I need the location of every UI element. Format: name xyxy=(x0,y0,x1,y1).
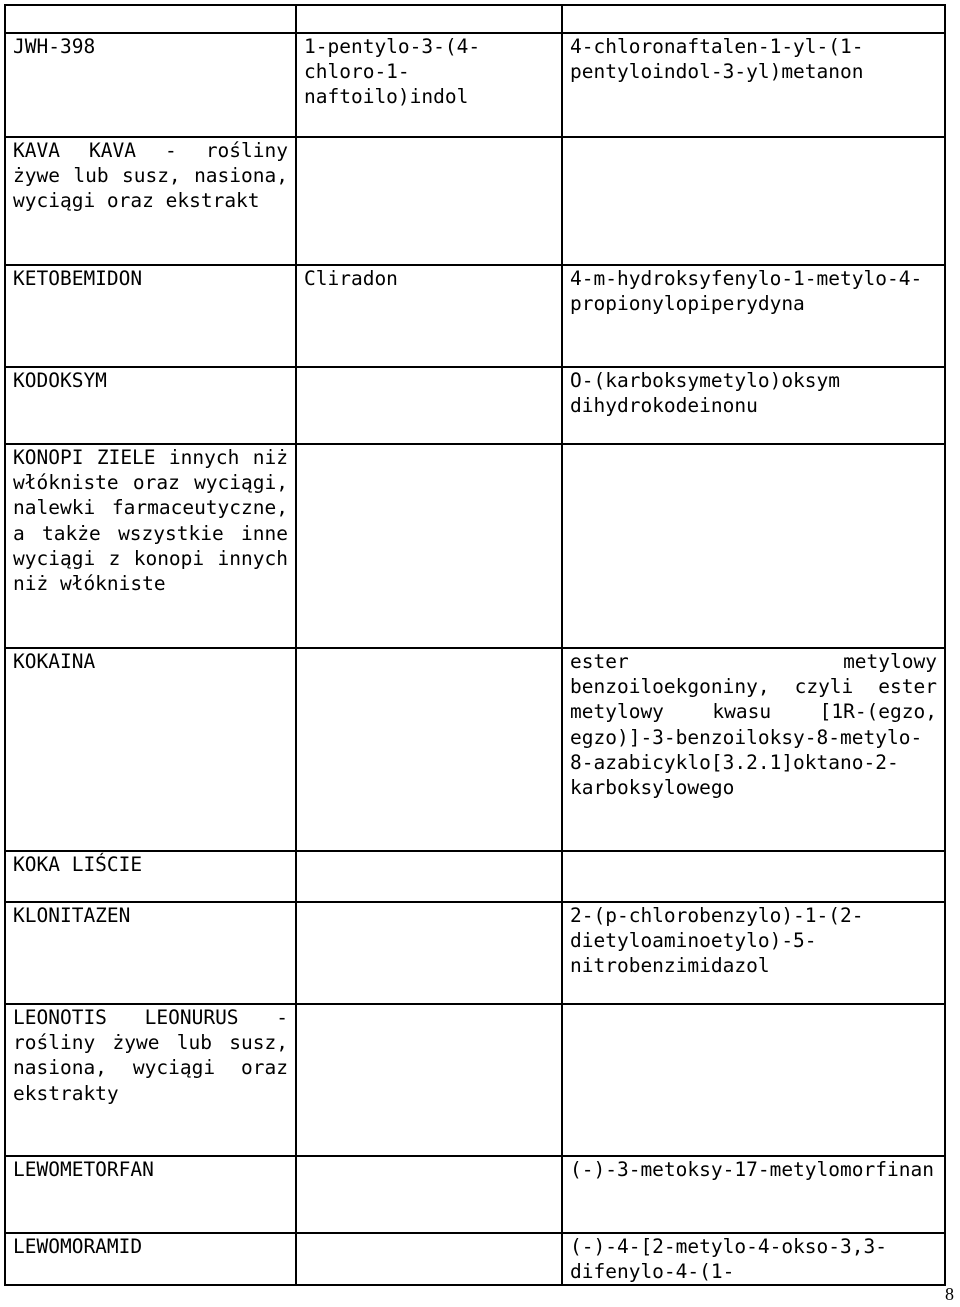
table-row xyxy=(5,444,945,648)
substance-name-cell: KOKA LIŚCIE xyxy=(5,851,296,902)
other-name-cell xyxy=(296,444,562,648)
table-row xyxy=(5,1233,945,1285)
other-name-cell xyxy=(296,1156,562,1233)
chemical-name-cell: 4-chloronaftalen-1-yl-(1-pentyloindol-3-yl)metanon xyxy=(562,33,945,137)
other-name-cell xyxy=(296,851,562,902)
table-row xyxy=(5,1156,945,1233)
header-cell-empty xyxy=(5,5,296,33)
chemical-name-cell xyxy=(562,444,945,648)
substance-table xyxy=(4,4,946,1286)
chemical-name-cell xyxy=(562,137,945,265)
substance-name-cell: LEONOTIS LEONURUS - rośliny żywe lub susz, nasiona, wyciągi oraz ekstrakty xyxy=(5,1004,296,1156)
chemical-name-cell: 2-(p-chlorobenzylo)-1-(2-dietyloaminoetylo)-5-nitrobenzimidazol xyxy=(562,902,945,1004)
substance-name-cell: KOKAINA xyxy=(5,648,296,851)
other-name-cell xyxy=(296,367,562,444)
header-cell-empty xyxy=(562,5,945,33)
substance-name-cell: KAVA KAVA - rośliny żywe lub susz, nasiona, wyciągi oraz ekstrakt xyxy=(5,137,296,265)
other-name-cell xyxy=(296,902,562,1004)
page-number: 8 xyxy=(945,1284,954,1304)
table-row xyxy=(5,33,945,137)
chemical-name-cell xyxy=(562,1004,945,1156)
chemical-name-cell: O-(karboksymetylo)oksym dihydrokodeinonu xyxy=(562,367,945,444)
other-name-cell xyxy=(296,1004,562,1156)
table-row xyxy=(5,367,945,444)
table-row xyxy=(5,1004,945,1156)
substance-name-cell: KODOKSYM xyxy=(5,367,296,444)
other-name-cell xyxy=(296,1233,562,1285)
table-row xyxy=(5,137,945,265)
table-row xyxy=(5,851,945,902)
other-name-cell: 1-pentylo-3-(4-chloro-1-naftoilo)indol xyxy=(296,33,562,137)
table-row xyxy=(5,265,945,367)
table-row xyxy=(5,648,945,851)
substance-name-cell: KLONITAZEN xyxy=(5,902,296,1004)
chemical-name-cell xyxy=(562,851,945,902)
header-cell-empty xyxy=(296,5,562,33)
other-name-cell xyxy=(296,648,562,851)
substance-name-cell: JWH-398 xyxy=(5,33,296,137)
other-name-cell: Cliradon xyxy=(296,265,562,367)
chemical-name-cell: 4-m-hydroksyfenylo-1-metylo-4-propionylopiperydyna xyxy=(562,265,945,367)
substance-name-cell: LEWOMETORFAN xyxy=(5,1156,296,1233)
substance-name-cell: KONOPI ZIELE innych niż włókniste oraz wyciągi, nalewki farmaceutyczne, a także wszystkie inne wyciągi z konopi innych niż włókniste xyxy=(5,444,296,648)
chemical-name-cell: (-)-3-metoksy-17-metylomorfinan xyxy=(562,1156,945,1233)
substance-name-cell: KETOBEMIDON xyxy=(5,265,296,367)
table-row xyxy=(5,902,945,1004)
other-name-cell xyxy=(296,137,562,265)
chemical-name-cell: ester metylowy benzoiloekgoniny, czyli ester metylowy kwasu [1R-(egzo, egzo)]-3-benzoiloksy-8-metylo-8-azabicyklo[3.2.1]oktano-2-karboksylowego xyxy=(562,648,945,851)
chemical-name-cell: (-)-4-[2-metylo-4-okso-3,3-difenylo-4-(1- xyxy=(562,1233,945,1285)
substance-name-cell: LEWOMORAMID xyxy=(5,1233,296,1285)
table-header-row xyxy=(5,5,945,33)
